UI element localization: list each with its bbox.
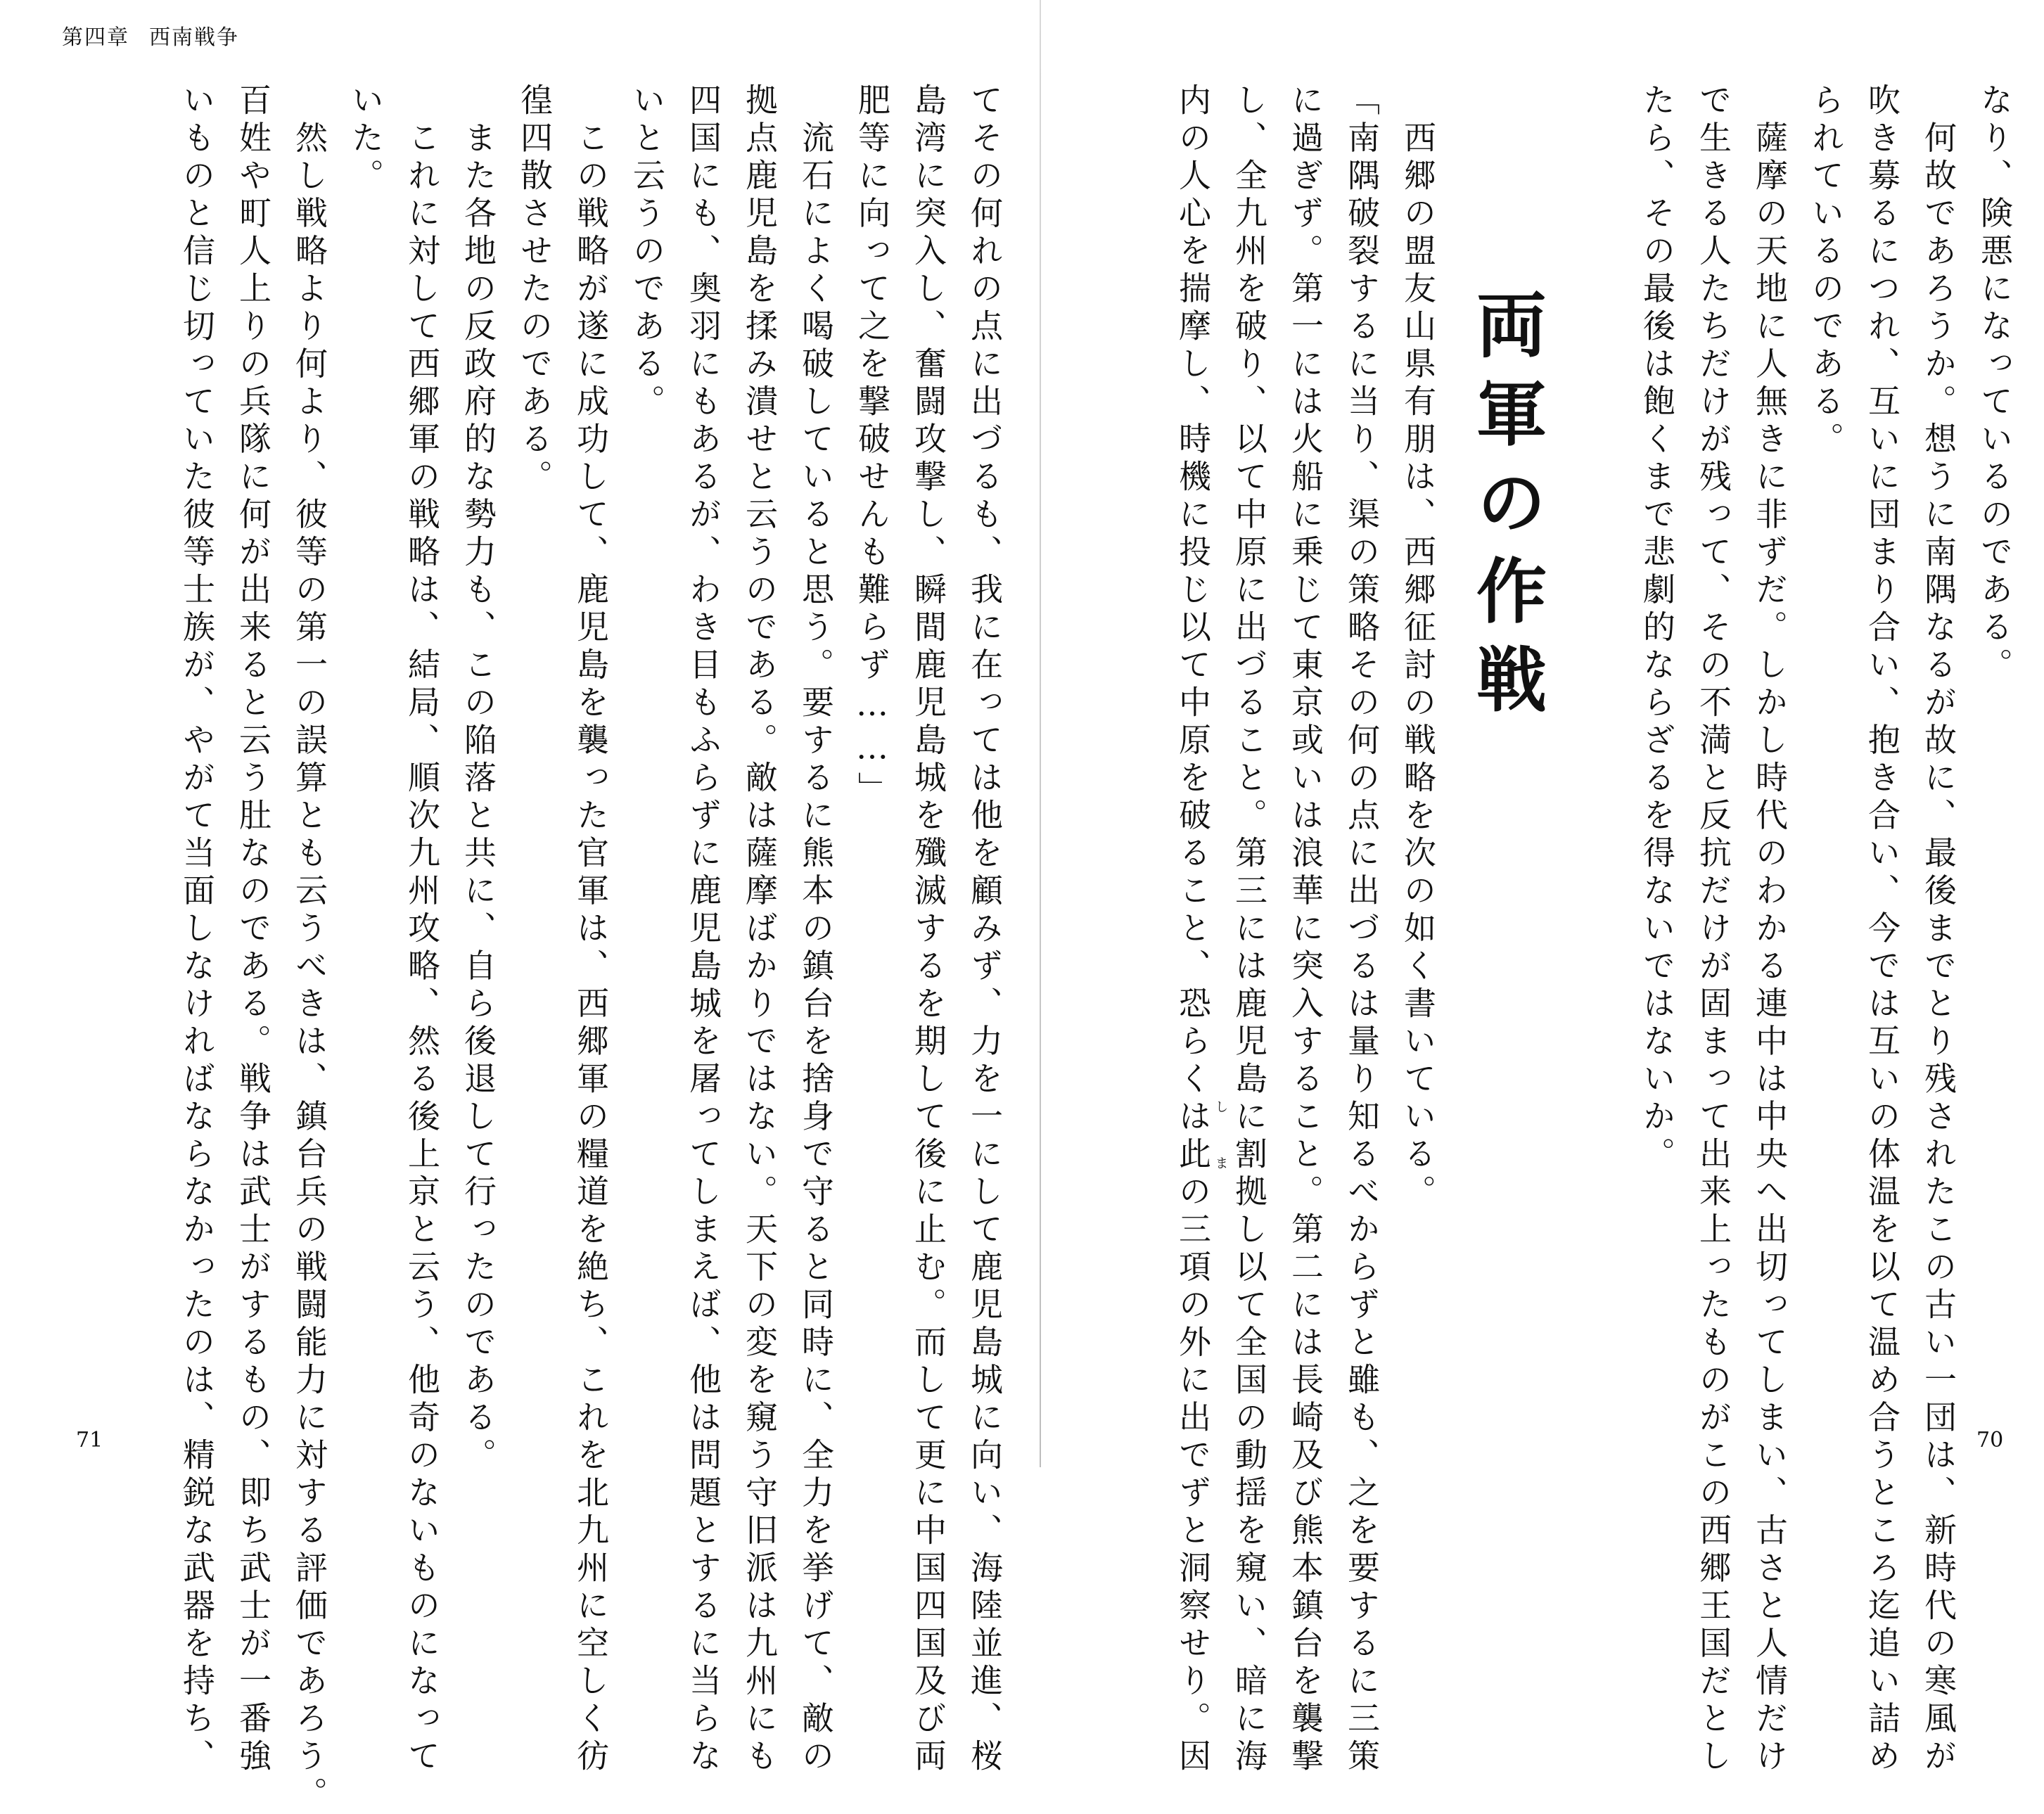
- book-gutter: [1040, 0, 1041, 1467]
- text-line: なり、険悪になっているのである。: [1976, 83, 2014, 685]
- text-line: 「南隅破裂するに当り、渠の策略その何の点に出づるは量り知るべからずと雖も、之を要するに三策: [1343, 83, 1381, 1777]
- text-line: 何故であろうか。想うに南隅なるが故に、最後までとり残されたこの古い一団は、新時代の寒風が: [1920, 83, 1957, 1777]
- text-line: 西郷の盟友山県有朋は、西郷征討の戦略を次の如く書いている。: [1399, 83, 1437, 1212]
- text-line: この戦略が遂に成功して、鹿児島を襲った官軍は、西郷軍の糧道を絶ち、これを北九州に空しく彷: [572, 83, 610, 1777]
- text-line: 徨四散させたのである。: [516, 83, 554, 497]
- ruby-annotation: し: [1215, 1100, 1228, 1115]
- text-line: たら、その最後は飽くまで悲劇的ならざるを得ないではないか。: [1638, 83, 1676, 1175]
- text-line: 薩摩の天地に人無きに非ずだ。しかし時代のわかる連中は中央へ出切ってしまい、古さと人情だけ: [1751, 83, 1789, 1777]
- running-head: [62, 20, 239, 51]
- text-line: いものと信じ切っていた彼等士族が、やがて当面しなければならなかったのは、精鋭な武器を持ち、: [178, 83, 216, 1777]
- text-line: 島湾に突入し、奮闘攻撃し、瞬間鹿児島城を殲滅するを期して後に止む。而して更に中国四国及び両: [909, 83, 947, 1777]
- text-line: し、全九州を破り、以て中原に出づること。第三には鹿児島に割拠し以て全国の動揺を窺い、暗に海: [1230, 83, 1268, 1777]
- text-line: 拠点鹿児島を揉み潰せと云うのである。敵は薩摩ばかりではない。天下の変を窺う守旧派は九州にも: [741, 83, 779, 1777]
- text-line: 流石によく喝破していると思う。要するに熊本の鎮台を捨身で守ると同時に、全力を挙げて、敵の: [797, 83, 835, 1777]
- text-line: られているのである。: [1807, 83, 1845, 459]
- text-line: 四国にも、奥羽にもあるが、わき目もふらずに鹿児島城を屠ってしまえば、他は問題とするに当らな: [684, 83, 722, 1777]
- page-number: 70: [1976, 1428, 2004, 1452]
- text-line: で生きる人たちだけが残って、その不満と反抗だけが固まって出来上ったものがこの西郷王国だとし: [1694, 83, 1732, 1777]
- text-line: てその何れの点に出づるも、我に在っては他を顧みず、力を一にして鹿児島城に向い、海陸並進、桜: [966, 83, 1004, 1777]
- text-line: いた。: [347, 83, 385, 196]
- left-page-body: [169, 83, 1013, 1814]
- text-line: 内の人心を揣摩し、時機に投じ以て中原を破ること、恐らくは此の三項の外に出でずと洞察せり。因: [1174, 83, 1212, 1777]
- text-line: に過ぎず。第一には火船に乗じて東京或いは浪華に突入すること。第二には長崎及び熊本鎮台を襲撃: [1286, 83, 1324, 1777]
- text-line: 肥等に向って之を撃破せんも難らず……」: [853, 83, 891, 810]
- chapter-number: 第四章: [62, 25, 129, 50]
- ruby-annotation: ま: [1215, 1156, 1228, 1171]
- page-number: 71: [76, 1428, 103, 1452]
- heading-space: [1538, 83, 1629, 1405]
- section-heading: 両軍の作戦: [1464, 288, 1547, 732]
- text-line: また各地の反政府的な勢力も、この陥落と共に、自ら後退して行ったのである。: [459, 83, 497, 1476]
- text-line: 然し戦略より何より、彼等の第一の誤算とも云うべきは、鎮台兵の戦闘能力に対する評価であろう。: [290, 83, 328, 1814]
- text-line: これに対して西郷軍の戦略は、結局、順次九州攻略、然る後上京と云う、他奇のないものになって: [403, 83, 441, 1777]
- text-line: 百姓や町人上りの兵隊に何が出来ると云う肚なのである。戦争は武士がするもの、即ち武士が一番強: [234, 83, 272, 1777]
- text-line: 吹き募るにつれ、互いに団まり合い、抱き合い、今では互いの体温を以て温め合うところ迄追い詰め: [1863, 83, 1901, 1777]
- heading-space: [1446, 83, 1538, 1405]
- chapter-title: 西南戦争: [149, 25, 239, 50]
- text-line: いと云うのである。: [628, 83, 666, 422]
